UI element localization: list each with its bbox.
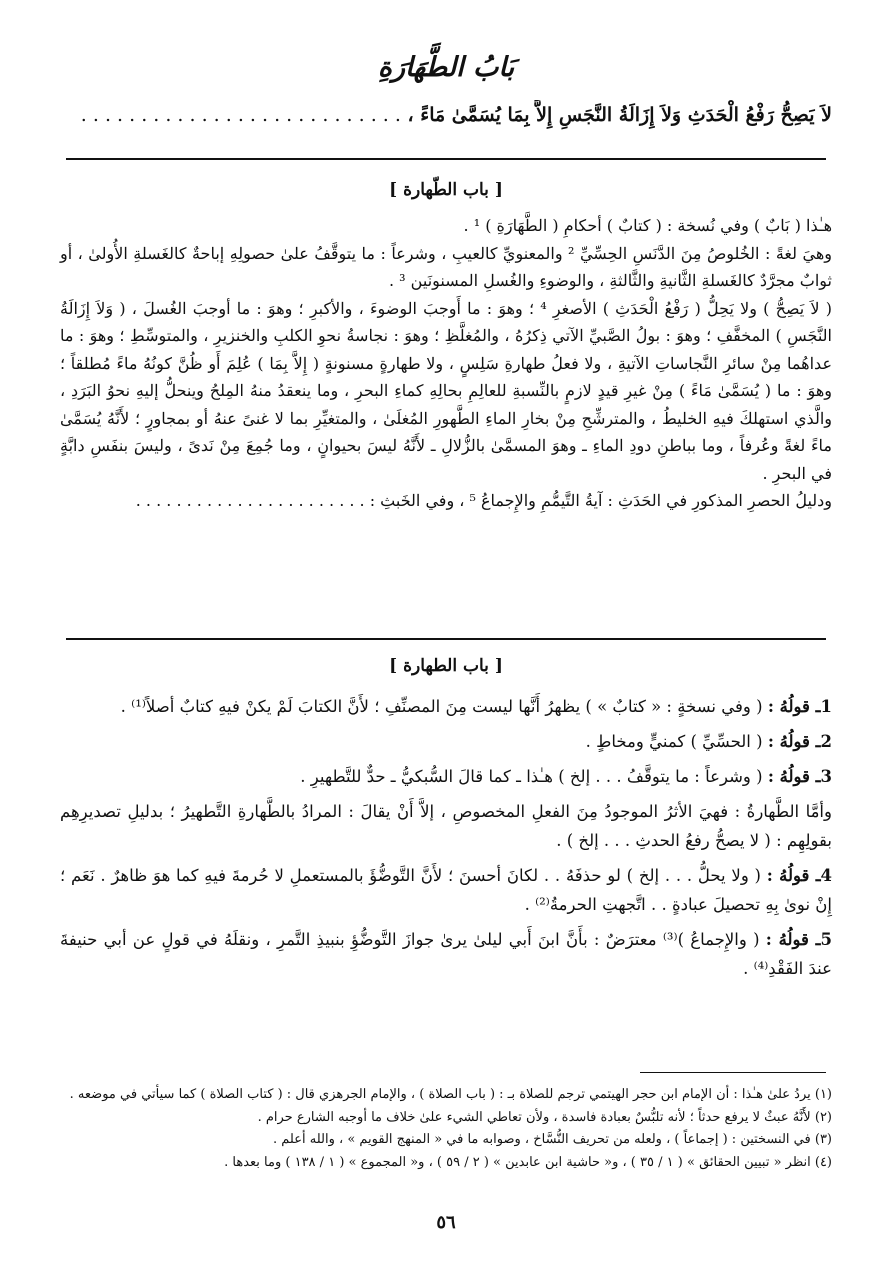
hashiya-item-text: ( وفي نسخةٍ : « كتابٌ » ) يظهرُ أَنَّها ليست مِنَ المصنِّفِ ؛ لأَنَّ الكتابَ لَمْ يكنْ فيهِ كتابٌ أصلاً⁽¹⁾ . [120, 697, 763, 716]
footnote: (٤) انظر « تبيين الحقائق » ( ١ / ٣٥ ) ، و« حاشية ابن عابدين » ( ٢ / ٥٩ ) ، و« المجموع » ( ١ / ١٣٨ ) وما بعدها . [224, 1154, 832, 1170]
hashiya-item-text: ( الحسِّيِّ ) كمنيٍّ ومخاطٍ . [585, 732, 763, 751]
sharh-paragraph: ودليلُ الحصرِ المذكورِ في الحَدَثِ : آيةُ التَّيمُّمِ والإِجماعُ ⁵ ، وفي الخَبثِ : . . . . . . . . . . . . . . . . . . . . . . . [135, 491, 832, 510]
hashiya-item-text: ( والإِجماعُ )⁽³⁾ معترَضٌ : بأَنَّ ابنَ أَبي ليلىٰ يرىٰ جوازَ التَّوضُّؤِ بنبيذِ التَّمرِ ، ونقلَهُ في قولٍ عن أبي حنيفةَ عندَ الفَقْدِ⁽⁴⁾ . [60, 930, 832, 978]
matn-dots: . . . . . . . . . . . . . . . . . . . . . . . . . . . [80, 104, 401, 126]
hashiya-item-lead: 3ـ قولُهُ : [767, 767, 832, 786]
hashiya-item [60, 925, 832, 983]
hashiya-item-lead: 5ـ قولُهُ : [765, 930, 833, 949]
footnote-divider [640, 1072, 826, 1073]
hashiya-item-lead: 1ـ قولُهُ : [767, 697, 832, 716]
hashiya-item-text: ( وشرعاً : ما يتوقَّفُ . . . إلخ ) هـٰذا ـ كما قالَ السُّبكيُّ ـ حدٌّ للتَّطهيرِ . [300, 767, 763, 786]
matn-line: لاَ يَصِحُّ رَفْعُ الْحَدَثِ وَلاَ إِزَالَةُ النَّجَسِ إِلاَّ بِمَا يُسَمَّىٰ مَاءً ، [407, 104, 832, 126]
divider-middle [66, 638, 826, 640]
hashiya-item [60, 797, 832, 855]
sharh-paragraph: هـٰذا ( بَابٌ ) وفي نُسخة : ( كتابٌ ) أحكامِ ( الطَّهَارَةِ ) ¹ . [463, 216, 832, 235]
footnote: (٢) لأَنَّهُ عبثٌ لا يرفع حدثاً ؛ لأنه تلبُّسٌ بعبادة فاسدة ، ولأن تعاطي الشيء علىٰ خلاف ما أوجبه الشارع حرام . [257, 1109, 832, 1125]
hashiya-heading: [ باب الطهارة ] [389, 656, 503, 676]
hashiya-item [60, 692, 832, 721]
hashiya-item-lead: 4ـ قولُهُ : [766, 866, 833, 885]
sharh-body [60, 212, 832, 515]
hashiya-item-lead: 2ـ قولُهُ : [767, 732, 832, 751]
hashiya-item [60, 861, 832, 919]
hashiya-body [60, 692, 832, 989]
footnote: (١) يردُ علىٰ هـٰذا : أن الإمام ابن حجر الهيتمي ترجم للصلاة بـ : ( باب الصلاة ) ، والإمام الجرهزي قال : ( كتاب الصلاة ) كما سيأتي في موضعه . [69, 1087, 832, 1102]
page-number: ٥٦ [436, 1212, 456, 1233]
hashiya-item [60, 727, 832, 756]
chapter-title: بَابُ الطَّهَارَةِ [377, 52, 515, 83]
sharh-paragraph: وهيَ لغةً : الخُلوصُ مِنَ الدَّنَسِ الحِسِّيِّ ² والمعنويِّ كالعيبِ ، وشرعاً : ما يتوقَّفُ علىٰ حصولِهِ إباحةٌ كالغَسلةِ الأُولىٰ ، أو ثوابٌ مجرَّدٌ كالغَسلةِ الثَّانيةِ والثَّالثةِ ، والوضوءِ والغُسلِ المسنونَين ³ . [60, 243, 832, 290]
sharh-heading: [ باب الطّهارة ] [389, 180, 503, 200]
footnotes [60, 1084, 832, 1174]
matn-text [60, 100, 832, 130]
hashiya-item-text: وأمَّا الطَّهارةُ : فهيَ الأثرُ الموجودُ مِنَ الفعلِ المخصوصِ ، إلاَّ أَنْ يقالَ : المرادُ بالطَّهارةِ التَّطهيرُ ؛ بدليلِ تصديرِهِم بقولِهِم : ( لا يصحُّ رفعُ الحدثِ . . . إلخ ) . [60, 802, 832, 850]
sharh-paragraph: ( لاَ يَصِحُّ ) ولا يَحِلُّ ( رَفْعُ الْحَدَثِ ) الأصغرِ ⁴ ؛ وهوَ : ما أَوجبَ الوضوءَ ، والأكبرِ ؛ وهوَ : ما أوجبَ الغُسلَ ، ( وَلاَ إِزَالَةُ النَّجَسِ ) المخفَّفِ ؛ وهوَ : بولُ الصَّبيِّ الآتي ذِكرُهُ ، والمُغلَّظِ ؛ وهوَ : نجاسةُ نحوِ الكلبِ والخنزيرِ ، والمتوسِّطِ ؛ وهوَ : ما عداهُما مِنْ سائرِ النَّجاساتِ الآتيةِ ، ولا فعلُ طهارةِ سَلِسٍ ، ولا طهارةٍ مسنونةٍ ( إِلاَّ بِمَا ) عُلِمَ أَو ظُنَّ كونُهُ ماءً مُطلقاً ؛ وهوَ : ما ( يُسَمَّىٰ مَاءً ) مِنْ غيرِ قيدٍ لازمٍ بالنِّسبةِ للعالِمِ بحالِهِ كماءِ البحرِ ، وما ينعقدُ منهُ المِلحُ وينحلُّ إليهِ نحوُ البَرَدِ ، والَّذي استهلكَ فيهِ الخليطُ ، والمترشِّحِ مِنْ بخارِ الماءِ الطَّهورِ المُغلَىٰ ، والمتغيِّرِ بما لا غنىً عنهُ أو بمجاورٍ ؛ لأَنَّهُ يُسَمَّىٰ ماءً لغةً وعُرفاً ، وما بباطنِ دودِ الماءِ ـ وهوَ المسمَّىٰ بالزُّلالِ ـ لأَنَّهُ ليسَ بحيوانٍ ، وما جُمِعَ مِنْ نَدىً ، وليسَ بنفَسِ دابَّةٍ في البحرِ . [60, 298, 833, 483]
divider-top [66, 158, 826, 160]
hashiya-item-text: ( ولا يحلُّ . . . إلخ ) لو حذفَهُ . . لكانَ أحسنَ ؛ لأَنَّ التَّوضُّؤَ بالمستعملِ لا حُرمةَ فيهِ كما هوَ ظاهرٌ . نَعَم ؛ إِنْ نوىٰ بِهِ تحصيلَ عبادةٍ . . اتَّجهتِ الحرمةُ⁽²⁾ . [60, 866, 832, 914]
footnote: (٣) في النسختين : ( إجماعاً ) ، ولعله من تحريف النُّسَّاخ ، وصوابه ما في « المنهج القويم » ، والله أعلم . [273, 1132, 832, 1147]
hashiya-item [60, 762, 832, 791]
